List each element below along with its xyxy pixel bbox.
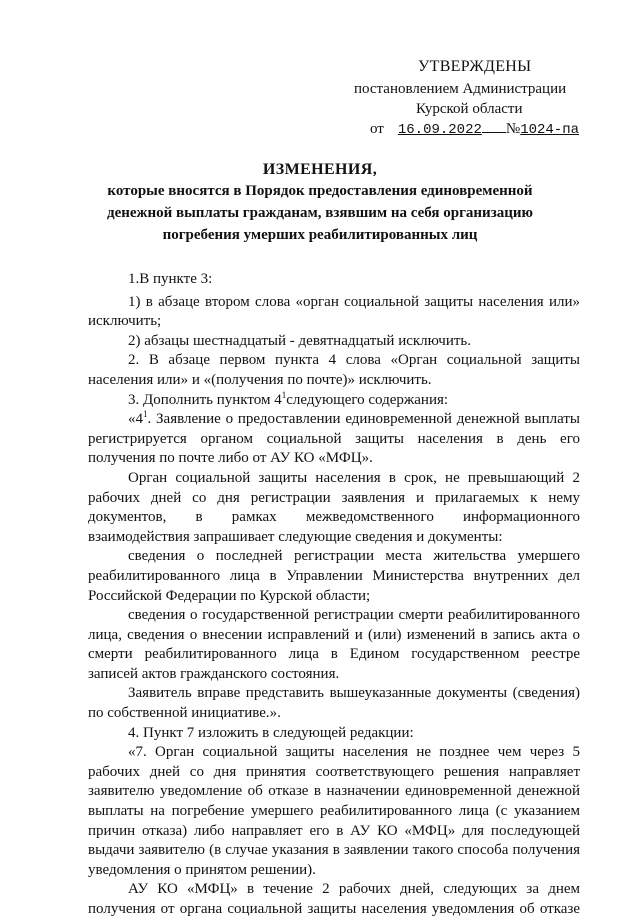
paragraph-6-text: «4 (128, 411, 143, 428)
approval-line-1: постановлением Администрации (354, 81, 567, 97)
paragraph-12: «7. Орган социальной защиты населения не позднее чем через 5 рабочих дней со дня принятия соответствующего решения направляет заявителю уведомление об отказе в назначении единовременной денежной выплаты на погребение умершего реабилитированного лица (с указанием причин отказа) либо направляет его в АУ КО «МФЦ» для последующей выдачи заявителю (в случае указания в заявлении такого способа получения уведомления о принятом решении). (88, 744, 580, 878)
paragraph-5-text: 3. Дополнить пунктом 4 (128, 391, 282, 408)
paragraph-6-text-end: . Заявление о предоставлении единовременной денежной выплаты регистрируется органом социальной защиты населения в день его получения по почте либо от АУ КО «МФЦ». (88, 411, 580, 467)
approval-line-2: Курской области (416, 101, 523, 117)
paragraph-3: 2) абзацы шестнадцатый - девятнадцатый исключить. (128, 332, 472, 349)
approval-title: УТВЕРЖДЕНЫ (418, 58, 532, 75)
approval-number-label: № (505, 121, 521, 137)
document-body (88, 270, 580, 920)
heading-title: ИЗМЕНЕНИЯ, (262, 161, 378, 178)
paragraph-5 (88, 391, 580, 411)
superscript: 1 (143, 409, 148, 420)
approval-date-line (370, 120, 579, 139)
paragraph-2: 1) в абзаце втором слова «орган социальной защиты населения или» исключить; (88, 293, 580, 330)
approval-number: 1024-па (520, 122, 579, 138)
paragraph-6 (88, 410, 580, 469)
document-heading (60, 160, 580, 246)
paragraph-1: 1.В пункте 3: (128, 271, 213, 287)
approval-date: 16.09.2022 (397, 122, 482, 138)
paragraph-9: сведения о государственной регистрации смерти реабилитированного лица, сведения о внесении исправлений и (или) изменений в запись акта о смерти реабилитированного лица в Едином государственном реестре записей актов гражданского состояния. (88, 607, 580, 682)
superscript: 1 (281, 389, 287, 400)
heading-line-3: погребения умерших реабилитированных лиц (162, 227, 478, 243)
paragraph-8: сведения о последней регистрации места жительства умершего реабилитированного лица в Управлении Министерства внутренних дел Российской Федерации по Курской области; (88, 548, 580, 604)
approval-from-label: от (370, 121, 384, 137)
paragraph-13: АУ КО «МФЦ» в течение 2 рабочих дней, следующих за днем получения от органа социальной защиты населения уведомления об отказе (88, 881, 580, 917)
paragraph-4: 2. В абзаце первом пункта 4 слова «Орган социальной защиты населения или» и «(получения по почте)» исключить. (88, 352, 580, 388)
paragraph-5-text-end: следующего содержания: (286, 391, 449, 408)
paragraph-10: Заявитель вправе представить вышеуказанные документы (сведения) по собственной инициативе.». (88, 685, 580, 722)
heading-line-1: которые вносятся в Порядок предоставления единовременной (107, 183, 533, 199)
paragraph-7: Орган социальной защиты населения в срок, не превышающий 2 рабочих дней со дня регистрации заявления и прилагаемых к нему документов, в рамках межведомственного информационного взаимодействия запрашивает следующие сведения и документы: (88, 469, 580, 545)
paragraph-11: 4. Пункт 7 изложить в следующей редакции: (128, 724, 414, 741)
heading-line-2: денежной выплаты гражданам, взявшим на себя организацию (107, 205, 533, 221)
